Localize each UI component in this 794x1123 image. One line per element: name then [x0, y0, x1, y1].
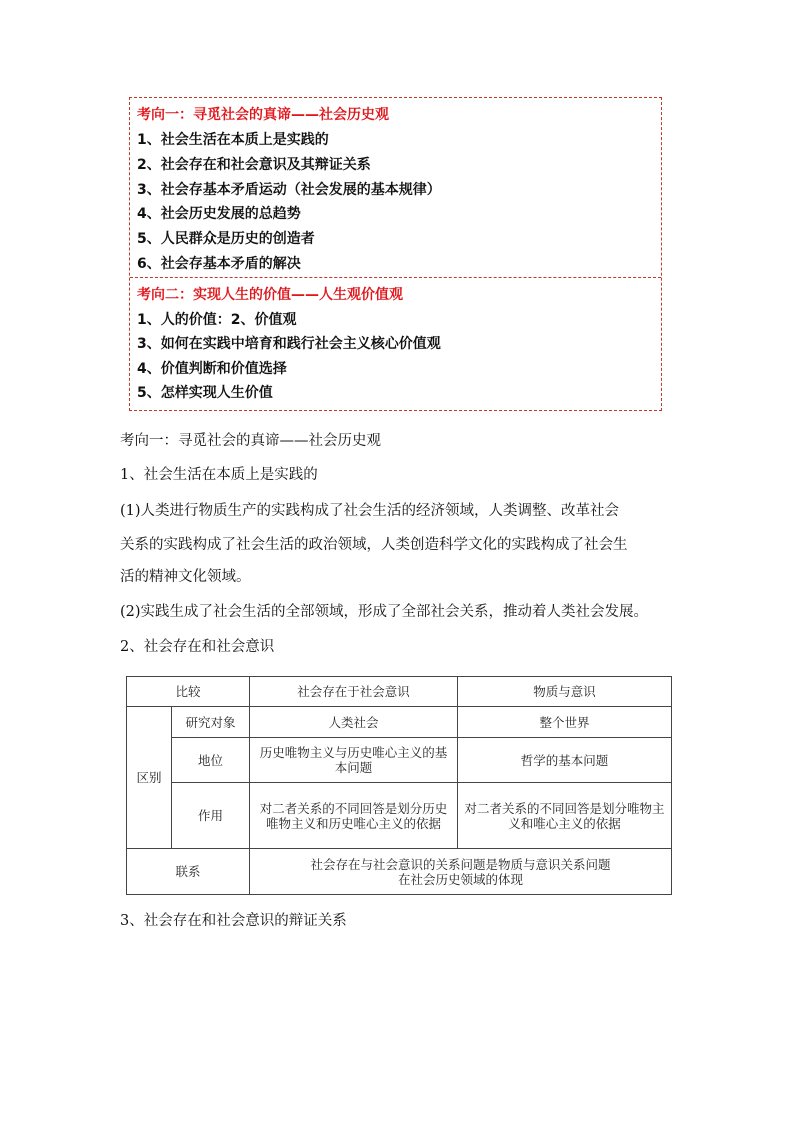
paragraph-1-line: (1)人类进行物质生产的实践构成了社会生活的经济领域，人类调整、改革社会	[120, 503, 620, 519]
outline-item: 6、社会存基本矛盾的解决	[137, 256, 301, 272]
outline-item: 1、社会生活在本质上是实践的	[137, 132, 329, 148]
outline-item: 1、人的价值：2、价值观	[137, 312, 297, 328]
table-row	[127, 707, 672, 738]
header-col2: 物质与意识	[458, 677, 672, 707]
header-compare: 比较	[127, 677, 250, 707]
outline-item: 4、社会历史发展的总趋势	[137, 206, 301, 222]
outline-item: 3、如何在实践中培育和践行社会主义核心价值观	[137, 336, 441, 352]
table-row	[127, 849, 672, 895]
row-label: 作用	[172, 783, 250, 849]
table-cell: 哲学的基本问题	[458, 738, 672, 783]
section-heading: 考向一：寻觅社会的真谛——社会历史观	[120, 433, 381, 449]
paragraph-1-line: 关系的实践构成了社会生活的政治领域，人类创造科学文化的实践构成了社会生	[120, 537, 628, 553]
outline-item: 5、怎样实现人生价值	[137, 385, 273, 401]
outline-divider	[130, 277, 661, 278]
table-cell: 整个世界	[458, 707, 672, 738]
table-cell: 人类社会	[250, 707, 458, 738]
header-col1: 社会存在于社会意识	[250, 677, 458, 707]
table-cell: 历史唯物主义与历史唯心主义的基本问题	[250, 738, 458, 783]
outline-item: 2、社会存在和社会意识及其辩证关系	[137, 157, 371, 173]
table-cell: 对二者关系的不同回答是划分历史唯物主义和历史唯心主义的依据	[250, 783, 458, 849]
paragraph-2: (2)实践生成了社会生活的全部领域，形成了全部社会关系，推动着人类社会发展。	[120, 604, 649, 620]
row-label: 地位	[172, 738, 250, 783]
outline-item: 5、人民群众是历史的创造者	[137, 231, 315, 247]
link-cell	[250, 849, 672, 895]
link-label: 联系	[127, 849, 250, 895]
subheading-2: 2、社会存在和社会意识	[120, 639, 275, 655]
link-line: 社会存在与社会意识的关系问题是物质与意识关系问题	[310, 856, 611, 872]
subheading-1: 1、社会生活在本质上是实践的	[120, 467, 318, 483]
paragraph-1-line: 活的精神文化领域。	[120, 569, 251, 585]
diff-label: 区别	[127, 707, 172, 849]
link-line: 在社会历史领域的体现	[398, 871, 524, 887]
outline-item: 4、价值判断和价值选择	[137, 361, 287, 377]
table-row	[127, 677, 672, 707]
outline-item: 3、社会存基本矛盾运动（社会发展的基本规律）	[137, 182, 441, 198]
comparison-table	[126, 676, 672, 895]
table-cell: 对二者关系的不同回答是划分唯物主义和唯心主义的依据	[458, 783, 672, 849]
subheading-3: 3、社会存在和社会意识的辩证关系	[120, 913, 347, 929]
table-row	[127, 783, 672, 849]
table-row	[127, 738, 672, 783]
outline-section1-title: 考向一：寻觅社会的真谛——社会历史观	[137, 107, 389, 123]
row-label: 研究对象	[172, 707, 250, 738]
outline-section2-title: 考向二：实现人生的价值——人生观价值观	[137, 287, 403, 303]
